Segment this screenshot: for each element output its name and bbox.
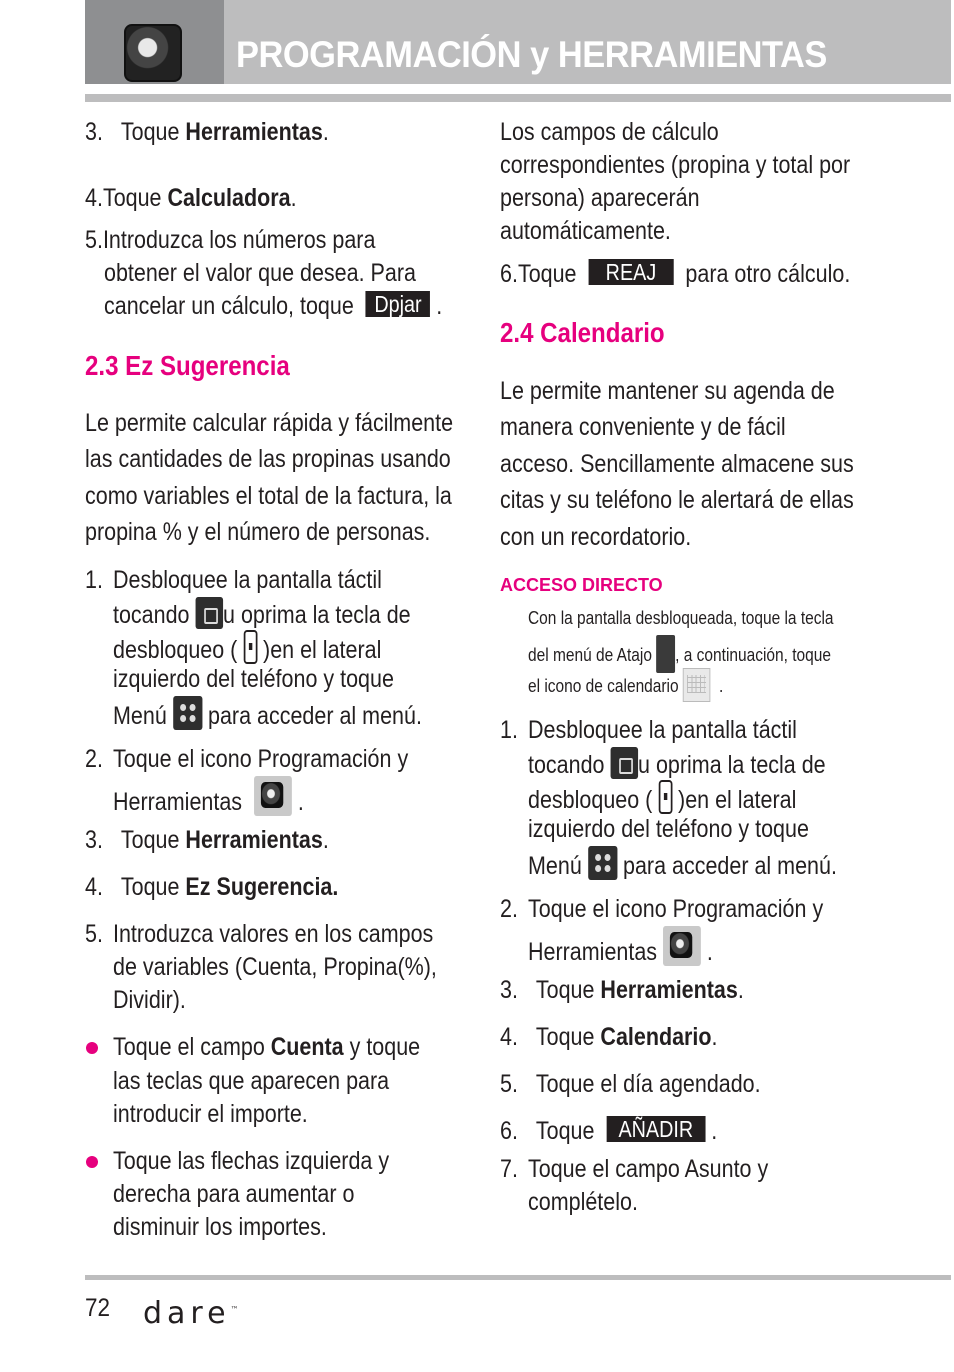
cal-step-2-line-2: Herramientas . [528, 926, 713, 969]
ez-step-5-num: 5. [85, 920, 103, 948]
section-heading-ez-sugerencia: 2.3 Ez Sugerencia [85, 350, 290, 381]
step-3-tools: 3. Toque Herramientas. [85, 118, 329, 146]
lock-icon [610, 747, 638, 779]
dpjar-softkey: Dpjar [366, 291, 430, 317]
unlock-key-icon [658, 780, 672, 814]
ez-step-2-line-2: Herramientas . [113, 776, 304, 819]
ez-description-line-4: propina % y el número de personas. [85, 518, 431, 546]
section-heading-calendario: 2.4 Calendario [500, 317, 665, 348]
cal-step-1-num: 1. [500, 716, 518, 744]
ez-step-4: 4. Toque Ez Sugerencia. [85, 873, 339, 901]
ez-step-5-line-3: Dividir). [113, 986, 186, 1014]
brand-logo: dare™ [143, 1296, 239, 1331]
shortcut-line-2: del menú de Atajo , a continuación, toque [528, 635, 831, 673]
bullet-2-line-2: derecha para aumentar o [113, 1180, 355, 1208]
cal-step-1-line-4: izquierdo del teléfono y toque [528, 815, 809, 843]
settings-tools-icon [254, 776, 292, 816]
ez-step-1-num: 1. [85, 566, 103, 594]
bullet-1-line-2: las teclas que aparecen para [113, 1067, 390, 1095]
menu-icon [173, 696, 202, 730]
ez-description-line-1: Le permite calcular rápida y fácilmente [85, 409, 454, 437]
cal-step-3: 3. Toque Herramientas. [500, 976, 744, 1004]
cal-step-1-line-5: Menú para acceder al menú. [528, 846, 837, 883]
results-line-4: automáticamente. [500, 217, 671, 245]
step-5-line-1: 5.Introduzca los números para [85, 226, 376, 254]
cal-step-2-line-1: Toque el icono Programación y [528, 895, 824, 923]
ez-step-1-line-5: Menú para acceder al menú. [113, 696, 422, 733]
unlock-key-icon [243, 630, 257, 664]
step-5-line-3: cancelar un cálculo, toque Dpjar . [104, 291, 443, 320]
ez-step-3: 3. Toque Herramientas. [85, 826, 329, 854]
lock-icon [195, 597, 223, 629]
bullet-dot [86, 1042, 98, 1054]
bullet-2-line-3: disminuir los importes. [113, 1213, 327, 1241]
cal-description-line-3: acceso. Sencillamente almacene sus [500, 450, 854, 478]
ez-description-line-2: las cantidades de las propinas usando [85, 445, 451, 473]
cal-step-7-line-1: Toque el campo Asunto y [528, 1155, 769, 1183]
bullet-2-line-1: Toque las flechas izquierda y [113, 1147, 390, 1175]
anadir-softkey: AÑADIR [606, 1116, 705, 1142]
cal-step-4: 4. Toque Calendario. [500, 1023, 718, 1051]
ez-step-2-line-1: Toque el icono Programación y [113, 745, 409, 773]
cal-step-1-line-2: tocando u oprima la tecla de [528, 747, 826, 782]
step-6-reaj: 6.Toque REAJ para otro cálculo. [500, 259, 851, 288]
settings-tools-icon [124, 24, 182, 82]
ez-step-5-line-1: Introduzca valores en los campos [113, 920, 434, 948]
ez-step-5-line-2: de variables (Cuenta, Propina(%), [113, 953, 437, 981]
page-number: 72 [85, 1294, 111, 1322]
ez-step-1-line-3: desbloqueo ( )en el lateral [113, 630, 381, 667]
shortcut-line-3: el icono de calendario . [528, 668, 723, 703]
cal-step-6: 6. Toque AÑADIR . [500, 1116, 718, 1145]
bullet-dot [86, 1156, 98, 1168]
page-title: PROGRAMACIÓN y HERRAMIENTAS [236, 34, 827, 75]
bullet-1-line-1: Toque el campo Cuenta y toque [113, 1033, 421, 1061]
ez-step-2-num: 2. [85, 745, 103, 773]
cal-step-2-num: 2. [500, 895, 518, 923]
cal-step-7-line-2: complételo. [528, 1188, 638, 1216]
reaj-softkey: REAJ [588, 259, 673, 285]
cal-description-line-1: Le permite mantener su agenda de [500, 377, 835, 405]
cal-step-1-line-1: Desbloquee la pantalla táctil [528, 716, 797, 744]
cal-description-line-4: citas y su teléfono le alertará de ellas [500, 486, 854, 514]
cal-step-1-line-3: desbloqueo ( )en el lateral [528, 780, 796, 817]
results-line-1: Los campos de cálculo [500, 118, 719, 146]
step-4-calculator: 4.Toque Calculadora. [85, 184, 297, 212]
bullet-1-line-3: introducir el importe. [113, 1100, 308, 1128]
step-5-line-2: obtener el valor que desea. Para [104, 259, 416, 287]
results-line-2: correspondientes (propina y total por [500, 151, 851, 179]
shortcut-line-1: Con la pantalla desbloqueada, toque la tecla [528, 608, 834, 628]
ez-description-line-3: como variables el total de la factura, la [85, 482, 452, 510]
ez-step-1-line-4: izquierdo del teléfono y toque [113, 665, 394, 693]
cal-step-7-num: 7. [500, 1155, 518, 1183]
acceso-directo-heading: ACCESO DIRECTO [500, 575, 663, 595]
results-line-3: persona) aparecerán [500, 184, 700, 212]
cal-description-line-5: con un recordatorio. [500, 523, 692, 551]
cal-step-5: 5. Toque el día agendado. [500, 1070, 761, 1098]
ez-step-1-line-2: tocando u oprima la tecla de [113, 597, 411, 632]
calendar-icon [683, 668, 711, 702]
footer-divider [85, 1275, 951, 1280]
ez-step-1-line-1: Desbloquee la pantalla táctil [113, 566, 382, 594]
menu-icon [588, 846, 617, 880]
header-divider [85, 94, 951, 102]
settings-tools-icon [663, 926, 701, 966]
cal-description-line-2: manera conveniente y de fácil [500, 413, 786, 441]
